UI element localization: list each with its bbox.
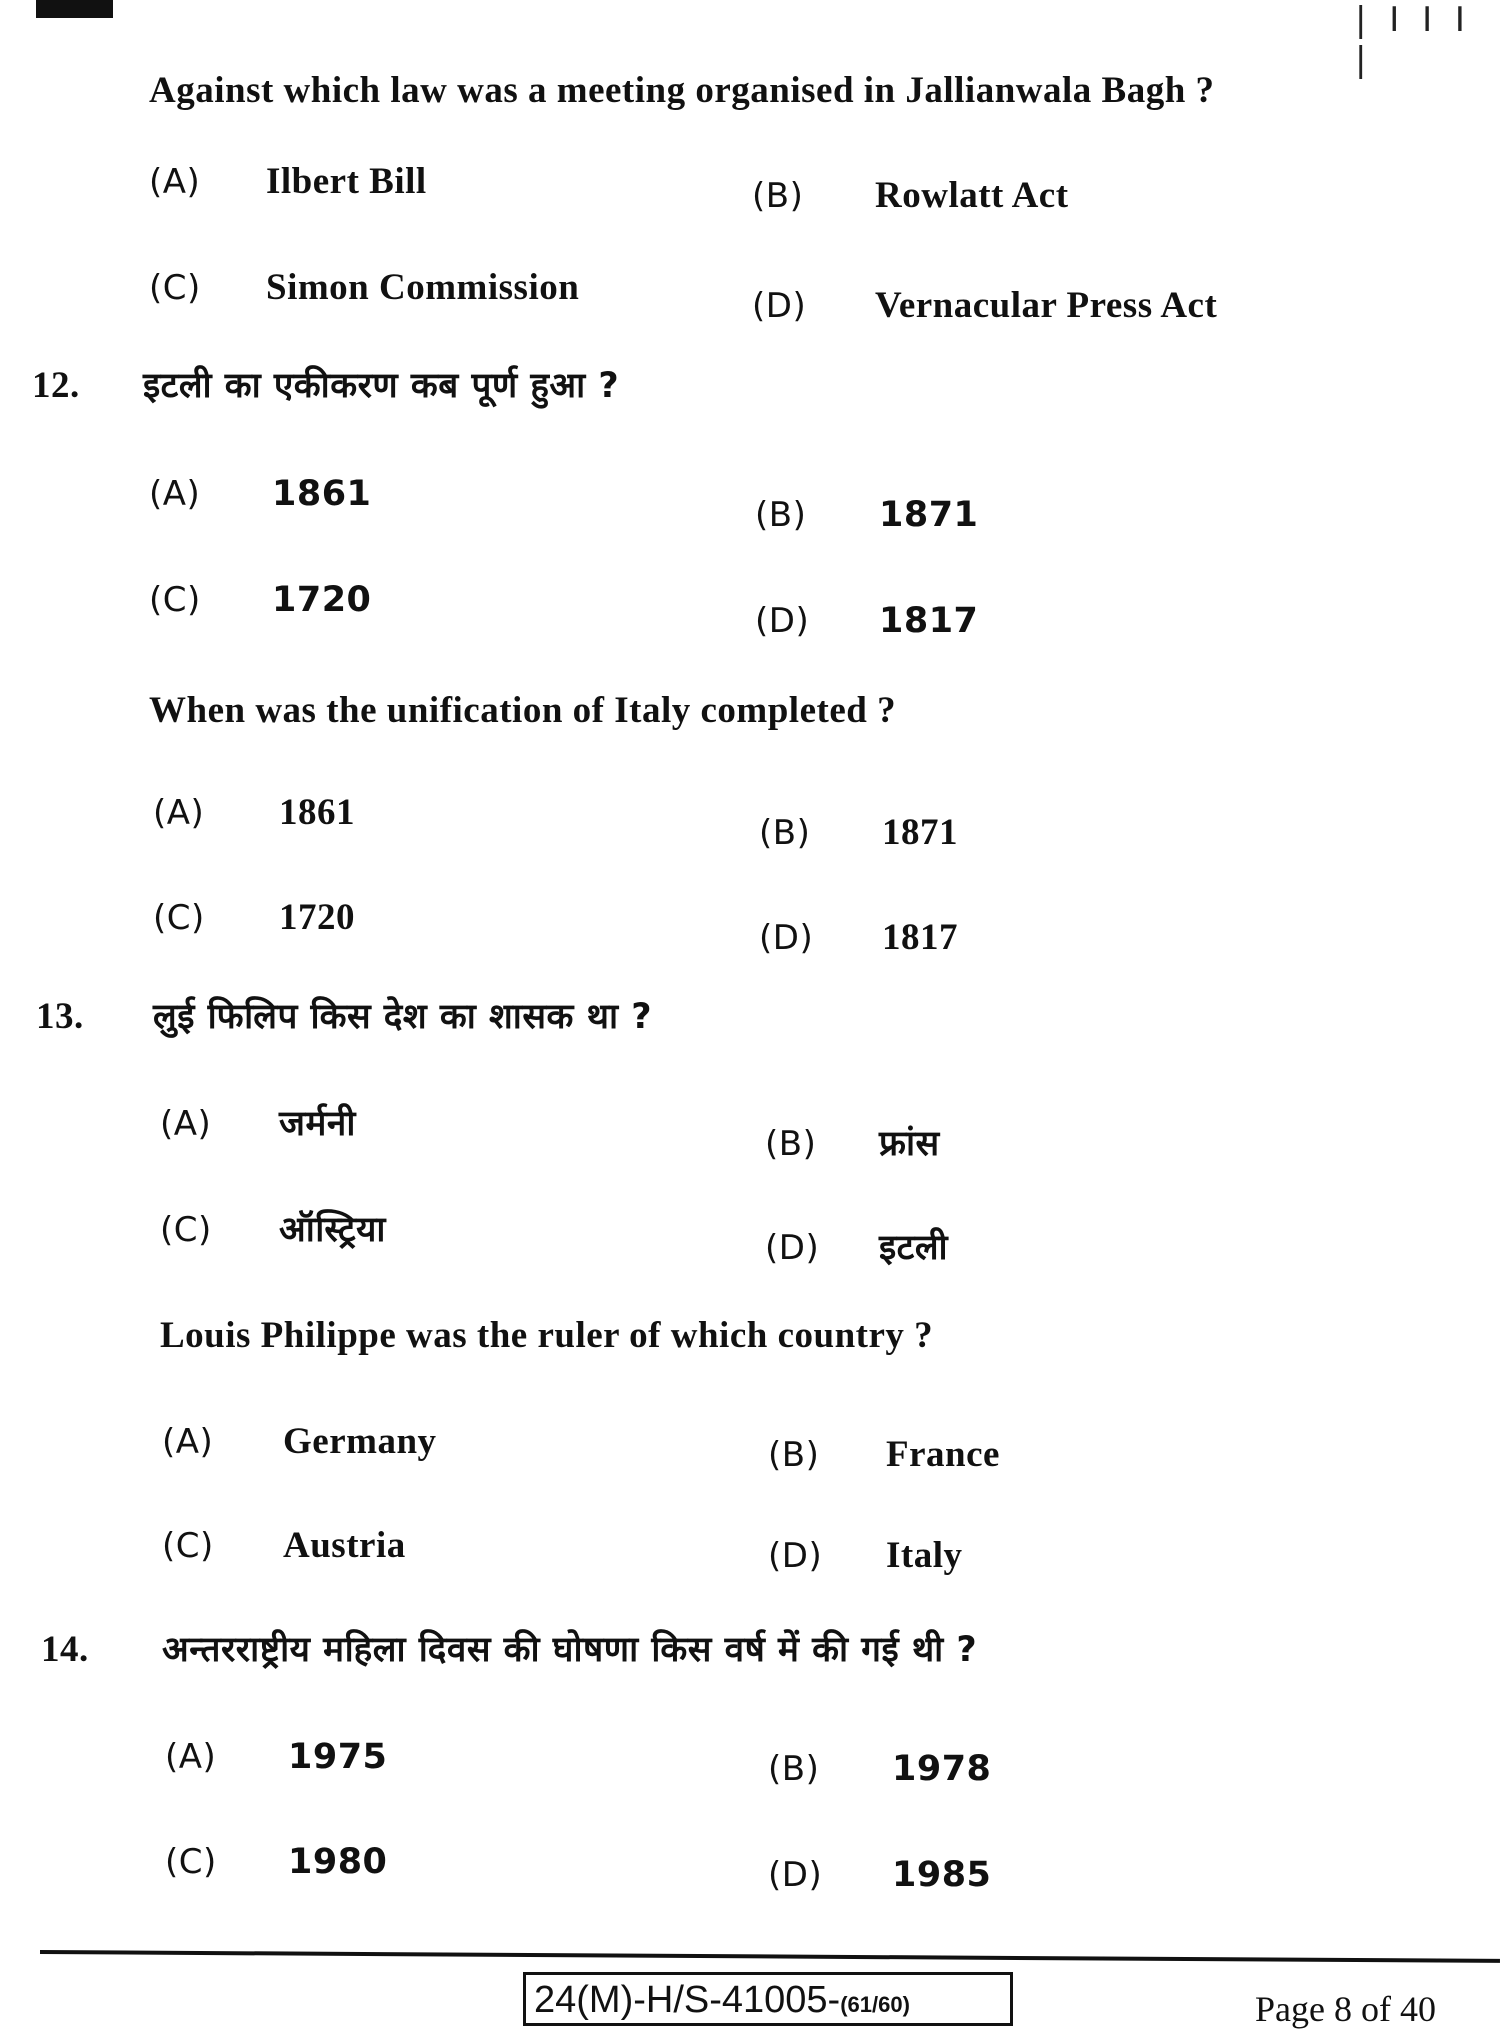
option-label: (D) bbox=[768, 1855, 823, 1895]
option-text: France bbox=[886, 1434, 1000, 1475]
option-text: 1871 bbox=[879, 495, 979, 535]
option-text: Germany bbox=[283, 1421, 437, 1462]
option-text: Italy bbox=[886, 1535, 963, 1576]
paper-code-text: 24(M)-H/S-41005- bbox=[534, 1979, 841, 2021]
option-text: Ilbert Bill bbox=[266, 161, 427, 202]
option-label: (A) bbox=[160, 1104, 212, 1144]
option-label: (D) bbox=[759, 918, 814, 958]
option-text: Simon Commission bbox=[266, 267, 580, 308]
option-text: Rowlatt Act bbox=[875, 175, 1069, 216]
corner-marks: | I I I | bbox=[1355, 0, 1471, 80]
footer-rule bbox=[40, 1950, 1500, 1963]
paper-code-suffix: (61/60) bbox=[840, 1992, 910, 2017]
option-text: इटली bbox=[879, 1228, 949, 1268]
option-label: (B) bbox=[768, 1749, 820, 1789]
option-label: (A) bbox=[149, 162, 201, 202]
option-label: (D) bbox=[768, 1536, 823, 1576]
option-text: जर्मनी bbox=[279, 1104, 356, 1144]
corner-block bbox=[36, 0, 113, 18]
question-text: अन्तरराष्ट्रीय महिला दिवस की घोषणा किस वर्ष में की गई थी ? bbox=[162, 1630, 978, 1670]
option-label: (C) bbox=[160, 1210, 212, 1250]
option-text: 1861 bbox=[279, 792, 355, 833]
option-label: (D) bbox=[755, 601, 810, 641]
option-label: (B) bbox=[752, 176, 804, 216]
option-label: (A) bbox=[165, 1737, 217, 1777]
option-text: 1978 bbox=[892, 1749, 992, 1789]
option-label: (C) bbox=[149, 580, 201, 620]
option-label: (C) bbox=[149, 268, 201, 308]
question-number: 13. bbox=[36, 996, 84, 1037]
option-text: 1985 bbox=[892, 1855, 992, 1895]
question-number: 14. bbox=[41, 1629, 89, 1670]
page-number: Page 8 of 40 bbox=[1255, 1989, 1436, 2029]
option-text: 1861 bbox=[272, 474, 372, 514]
option-label: (C) bbox=[162, 1526, 214, 1566]
option-text: 1980 bbox=[288, 1842, 388, 1882]
question-number: 12. bbox=[32, 365, 80, 406]
option-label: (A) bbox=[153, 793, 205, 833]
option-label: (C) bbox=[153, 898, 205, 938]
option-label: (B) bbox=[759, 813, 811, 853]
option-label: (B) bbox=[765, 1124, 817, 1164]
paper-code bbox=[523, 1972, 1013, 2026]
option-text: 1975 bbox=[288, 1737, 388, 1777]
option-text: ऑस्ट्रिया bbox=[279, 1210, 386, 1250]
option-label: (D) bbox=[765, 1228, 820, 1268]
question-text: इटली का एकीकरण कब पूर्ण हुआ ? bbox=[143, 366, 620, 406]
question-text: Against which law was a meeting organised in Jallianwala Bagh ? bbox=[149, 70, 1215, 111]
option-text: फ्रांस bbox=[879, 1124, 940, 1164]
option-label: (D) bbox=[752, 286, 807, 326]
question-text: Louis Philippe was the ruler of which country ? bbox=[160, 1315, 934, 1356]
option-text: 1871 bbox=[882, 812, 958, 853]
option-text: 1817 bbox=[882, 917, 958, 958]
question-text: When was the unification of Italy completed ? bbox=[149, 690, 897, 731]
option-text: 1720 bbox=[272, 580, 372, 620]
option-text: Austria bbox=[283, 1525, 406, 1566]
question-text: लुई फिलिप किस देश का शासक था ? bbox=[153, 997, 653, 1037]
option-text: 1817 bbox=[879, 601, 979, 641]
option-label: (B) bbox=[755, 495, 807, 535]
option-text: 1720 bbox=[279, 897, 355, 938]
option-label: (B) bbox=[768, 1435, 820, 1475]
option-label: (C) bbox=[165, 1842, 217, 1882]
option-text: Vernacular Press Act bbox=[875, 285, 1218, 326]
option-label: (A) bbox=[149, 474, 201, 514]
option-label: (A) bbox=[162, 1422, 214, 1462]
